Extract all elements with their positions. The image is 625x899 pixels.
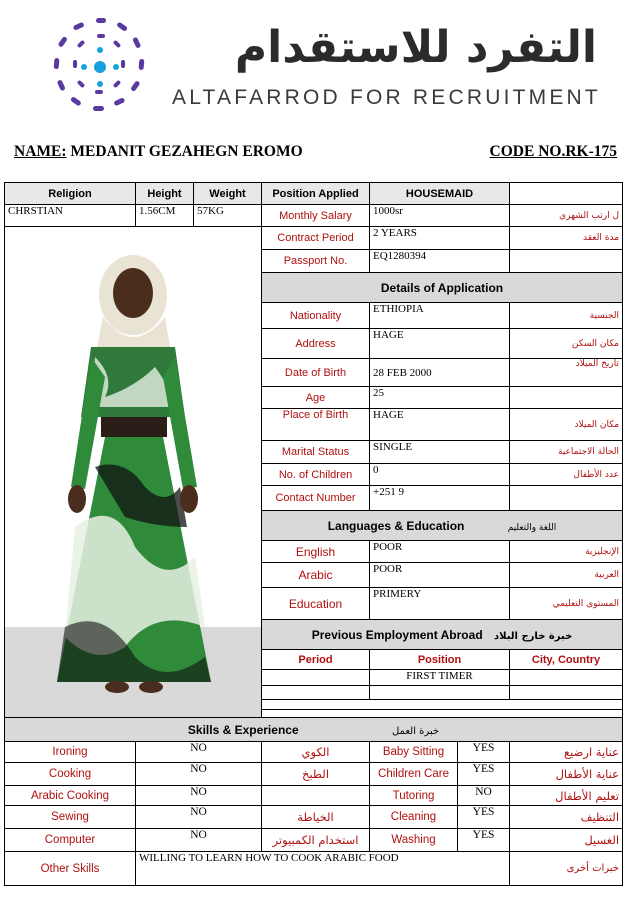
spacer-row	[262, 710, 623, 718]
period-column-header: Period	[262, 650, 370, 670]
employment-row-period	[262, 670, 370, 686]
other-skills-label: Other Skills	[5, 852, 136, 886]
other-skills-value: WILLING TO LEARN HOW TO COOK ARABIC FOOD	[136, 852, 510, 886]
place-of-birth-value: HAGE	[370, 409, 510, 441]
skill-label: Cooking	[5, 763, 136, 786]
code-line	[490, 143, 617, 161]
monthly-salary-arabic: ل ارتب الشهري	[510, 205, 623, 227]
code-label: CODE NO.	[489, 143, 566, 160]
details-section-title: Details of Application	[262, 273, 623, 303]
candidate-photo	[5, 227, 261, 717]
english-arabic: الإنجليزية	[510, 541, 623, 563]
weight-value: 57KG	[194, 205, 262, 227]
position-value: HOUSEMAID	[370, 183, 510, 205]
arabic-value: POOR	[370, 563, 510, 588]
contract-period-value: 2 YEARS	[370, 227, 510, 250]
code-number: RK-175	[565, 143, 617, 160]
skill-value: YES	[458, 829, 510, 852]
address-value: HAGE	[370, 329, 510, 359]
religion-value: CHRSTIAN	[5, 205, 136, 227]
languages-title: Languages & Education	[327, 518, 465, 533]
employment-row-position: FIRST TIMER	[370, 670, 510, 686]
marital-status-value: SINGLE	[370, 441, 510, 464]
skill-value: NO	[136, 786, 262, 806]
header	[0, 0, 625, 125]
age-arabic	[510, 387, 623, 409]
skill-value: YES	[458, 763, 510, 786]
skill-label: Sewing	[5, 806, 136, 829]
contact-number-value: +251 9	[370, 486, 510, 511]
nationality-label: Nationality	[262, 303, 370, 329]
religion-header: Religion	[5, 183, 136, 205]
height-value: 1.56CM	[136, 205, 194, 227]
contract-period-arabic: مدة العقد	[510, 227, 623, 250]
passport-label: Passport No.	[262, 250, 370, 273]
skill-label: Baby Sitting	[370, 742, 458, 763]
candidate-name: MEDANIT GEZAHEGN EROMO	[70, 143, 303, 160]
passport-value: EQ1280394	[370, 250, 510, 273]
skill-label: Tutoring	[370, 786, 458, 806]
employment-row-city	[510, 670, 623, 686]
place-of-birth-label: Place of Birth	[262, 409, 370, 441]
monthly-salary-value: 1000sr	[370, 205, 510, 227]
skill-label: Washing	[370, 829, 458, 852]
place-of-birth-arabic: مكان الميلاد	[510, 409, 623, 441]
languages-section-title	[262, 511, 623, 541]
marital-status-arabic: الحالة الاجتماعية	[510, 441, 623, 464]
children-label: No. of Children	[262, 464, 370, 486]
skill-label: Children Care	[370, 763, 458, 786]
skill-value: YES	[458, 742, 510, 763]
address-arabic: مكان السكن	[510, 329, 623, 359]
nationality-arabic: الجنسية	[510, 303, 623, 329]
contract-period-label: Contract Period	[262, 227, 370, 250]
skills-section-title	[5, 718, 623, 742]
employment-title-arabic: خبرة خارج البلاد	[494, 630, 573, 642]
english-label: English	[262, 541, 370, 563]
languages-title-arabic: اللغة والتعليم	[507, 522, 557, 533]
position-applied-header: Position Applied	[262, 183, 370, 205]
skill-value: NO	[136, 829, 262, 852]
cv-table	[4, 182, 623, 886]
skill-value: NO	[136, 763, 262, 786]
skill-label: Cleaning	[370, 806, 458, 829]
skill-label: Computer	[5, 829, 136, 852]
skill-arabic: التنظيف	[510, 806, 623, 829]
skill-arabic: الكوي	[262, 742, 370, 763]
candidate-name-line	[14, 143, 303, 161]
dob-value: 28 FEB 2000	[370, 359, 510, 387]
city-country-column-header: City, Country	[510, 650, 623, 670]
employment-section-title	[262, 620, 623, 650]
arabic-label: Arabic	[262, 563, 370, 588]
arabic-arabic: العربية	[510, 563, 623, 588]
logo-english-text: ALTAFARROD FOR RECRUITMENT	[172, 86, 601, 109]
passport-arabic	[510, 250, 623, 273]
spacer-row	[262, 700, 623, 710]
position-column-header: Position	[370, 650, 510, 670]
skill-arabic: عناية الأطفال	[510, 763, 623, 786]
skill-label: Ironing	[5, 742, 136, 763]
skill-value: NO	[136, 742, 262, 763]
marital-status-label: Marital Status	[262, 441, 370, 464]
candidate-photo-cell	[5, 227, 262, 718]
contact-number-arabic	[510, 486, 623, 511]
employment-row-period	[262, 686, 370, 700]
age-label: Age	[262, 387, 370, 409]
skill-arabic: الخياطة	[262, 806, 370, 829]
contact-number-label: Contact Number	[262, 486, 370, 511]
skill-label: Arabic Cooking	[5, 786, 136, 806]
name-label: NAME:	[14, 143, 67, 160]
monthly-salary-label: Monthly Salary	[262, 205, 370, 227]
other-skills-arabic: خبرات أخرى	[510, 852, 623, 886]
empty-cell	[510, 183, 623, 205]
children-arabic: عدد الأطفال	[510, 464, 623, 486]
company-logo-icon	[45, 12, 155, 122]
employment-row-position	[370, 686, 510, 700]
english-value: POOR	[370, 541, 510, 563]
skills-title: Skills & Experience	[187, 722, 299, 737]
dob-label: Date of Birth	[262, 359, 370, 387]
employment-row-city	[510, 686, 623, 700]
skill-arabic	[262, 786, 370, 806]
education-label: Education	[262, 588, 370, 620]
children-value: 0	[370, 464, 510, 486]
address-label: Address	[262, 329, 370, 359]
skills-title-arabic: خبرة العمل	[391, 725, 440, 737]
skill-value: NO	[458, 786, 510, 806]
skill-arabic: تعليم الأطفال	[510, 786, 623, 806]
education-arabic: المستوى التعليمي	[510, 588, 623, 620]
skill-arabic: استخدام الكمبيوتر	[262, 829, 370, 852]
weight-header: Weight	[194, 183, 262, 205]
dob-arabic: تاريخ الميلاد	[510, 359, 623, 387]
skill-value: NO	[136, 806, 262, 829]
logo-arabic-text: التفرد للاستقدام	[234, 22, 597, 73]
education-value: PRIMERY	[370, 588, 510, 620]
age-value: 25	[370, 387, 510, 409]
employment-title: Previous Employment Abroad	[311, 627, 483, 642]
height-header: Height	[136, 183, 194, 205]
skill-arabic: الطبخ	[262, 763, 370, 786]
skill-value: YES	[458, 806, 510, 829]
nationality-value: ETHIOPIA	[370, 303, 510, 329]
skill-arabic: عناية ارضيع	[510, 742, 623, 763]
skill-arabic: الغسيل	[510, 829, 623, 852]
